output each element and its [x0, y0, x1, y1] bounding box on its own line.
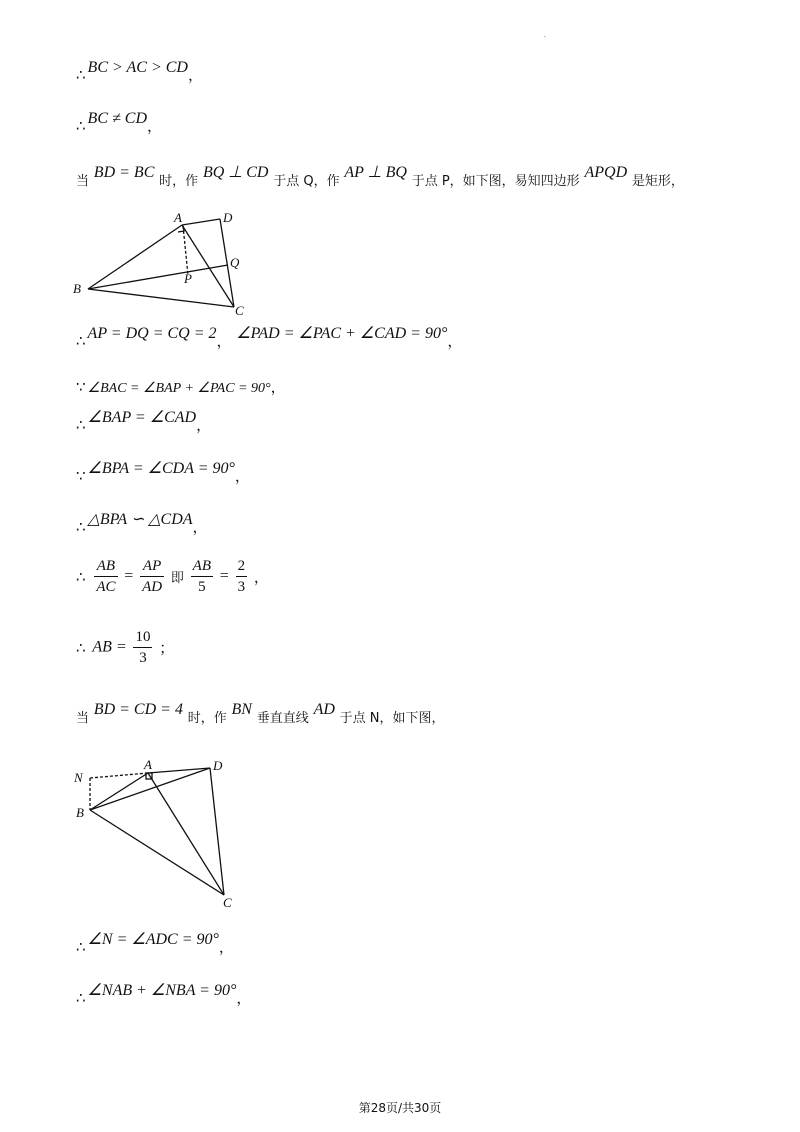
line-12: [76, 931, 234, 957]
therefore-symbol: ∴: [76, 638, 86, 657]
math-expr: ∠BAP = ∠CAD: [87, 409, 197, 426]
equals: =: [219, 567, 229, 585]
numerator: AB: [191, 556, 213, 577]
not-equal-expr: BC ≠ CD: [87, 110, 147, 127]
numerator: AB: [94, 556, 117, 577]
label-n: N: [74, 770, 83, 785]
denominator: 3: [139, 650, 147, 666]
math-expr: AP = DQ = CQ = 2: [87, 325, 217, 342]
label-a: A: [144, 757, 152, 772]
segment-bc: [90, 810, 224, 895]
label-q: Q: [230, 255, 240, 270]
denominator: AC: [96, 579, 116, 595]
line-8: [76, 511, 208, 537]
math-expr: BD = BC: [93, 164, 155, 181]
denominator: AD: [142, 579, 163, 595]
because-symbol: ∵: [76, 467, 86, 485]
numerator: 10: [133, 627, 152, 648]
fraction: [140, 556, 164, 597]
line-9: [76, 556, 269, 597]
segment-ac: [182, 225, 234, 307]
text: 于点 Q，作: [273, 174, 340, 189]
math-expr: ∠BAC = ∠BAP + ∠PAC = 90°: [87, 381, 271, 396]
line-6: [76, 409, 212, 435]
math-expr: ∠N = ∠ADC = 90°: [87, 931, 219, 948]
punct: ，: [187, 66, 203, 84]
therefore-symbol: ∴: [76, 938, 86, 956]
therefore-symbol: ∴: [76, 567, 86, 586]
denominator: 3: [237, 579, 246, 595]
punct: ，: [196, 416, 212, 434]
math-expr: ∠NAB + ∠NBA = 90°: [87, 982, 237, 999]
punct: ，: [218, 938, 234, 956]
punct: ，: [253, 568, 269, 586]
segment-bd: [90, 768, 210, 810]
text: 垂直直线: [256, 711, 309, 726]
because-symbol: ∵: [76, 378, 86, 396]
line-11: [76, 701, 445, 727]
text: 即: [170, 571, 184, 586]
segment-ad: [182, 219, 220, 225]
segment-ab: [88, 225, 182, 289]
therefore-symbol: ∴: [76, 518, 86, 536]
math-expr: ∠PAD = ∠PAC + ∠CAD = 90°: [236, 325, 448, 342]
segment-na-dashed: [90, 773, 148, 778]
therefore-symbol: ∴: [76, 989, 86, 1007]
math-expr: △BPA ∽ △CDA: [87, 511, 193, 528]
figure-perpendicular-bn: [70, 755, 250, 910]
segment-ad: [148, 768, 210, 773]
label-b: B: [73, 281, 81, 296]
line-3: [76, 164, 684, 190]
label-d: D: [223, 210, 233, 225]
page-number-footer: 第28页/共30页: [358, 1101, 442, 1115]
fraction: [191, 556, 213, 597]
corner-mark: ·: [544, 34, 546, 41]
math-expr: APQD: [584, 164, 628, 181]
fraction: [133, 627, 152, 668]
therefore-symbol: ∴: [76, 416, 86, 434]
math-expr: AD: [313, 701, 335, 718]
text: 时，作: [159, 174, 199, 189]
label-c: C: [235, 303, 244, 318]
line-13: [76, 982, 252, 1008]
punct: ，: [270, 378, 286, 396]
text: 当: [76, 711, 90, 726]
text: 于点 P，如下图，易知四边形: [411, 174, 580, 189]
numerator: 2: [236, 556, 248, 577]
equals: =: [124, 567, 134, 585]
segment-bc: [88, 289, 234, 307]
label-b: B: [76, 805, 84, 820]
line-1: [76, 59, 203, 85]
line-4: [76, 325, 463, 351]
text: 当: [76, 174, 90, 189]
line-10: [76, 627, 174, 668]
therefore-symbol: ∴: [76, 332, 86, 350]
segment-bq: [88, 265, 228, 289]
punct: ，: [447, 332, 463, 350]
math-expr: ∠BPA = ∠CDA = 90°: [87, 460, 235, 477]
numerator: AP: [140, 556, 164, 577]
fraction: [94, 556, 117, 597]
label-c: C: [223, 895, 232, 910]
fraction: [236, 556, 248, 597]
text: 时，作: [187, 711, 227, 726]
line-5: [76, 376, 286, 397]
inequality-chain: BC > AC > CD: [87, 59, 188, 76]
label-d: D: [213, 758, 223, 773]
punct: ，: [236, 989, 252, 1007]
punct: ，: [147, 117, 163, 135]
label-p: P: [184, 271, 192, 286]
figure-rectangle-apqd: [70, 205, 270, 320]
therefore-symbol: ∴: [76, 66, 86, 84]
segment-ab: [90, 773, 148, 810]
punct: ，: [192, 518, 208, 536]
line-2: [76, 110, 163, 136]
math-expr: BQ ⊥ CD: [202, 164, 269, 181]
denominator: 5: [198, 579, 206, 595]
math-expr: AP ⊥ BQ: [344, 164, 407, 181]
punct: ，: [216, 332, 232, 350]
punct: ；: [159, 639, 175, 657]
text: 于点 N，如下图，: [339, 711, 445, 726]
punct: ，: [234, 467, 250, 485]
line-7: [76, 460, 250, 486]
therefore-symbol: ∴: [76, 117, 86, 135]
text: 是矩形，: [631, 174, 684, 189]
label-a: A: [174, 210, 182, 225]
math-expr: AB =: [92, 638, 127, 656]
math-expr: BD = CD = 4: [93, 701, 183, 718]
math-expr: BN: [231, 701, 252, 718]
